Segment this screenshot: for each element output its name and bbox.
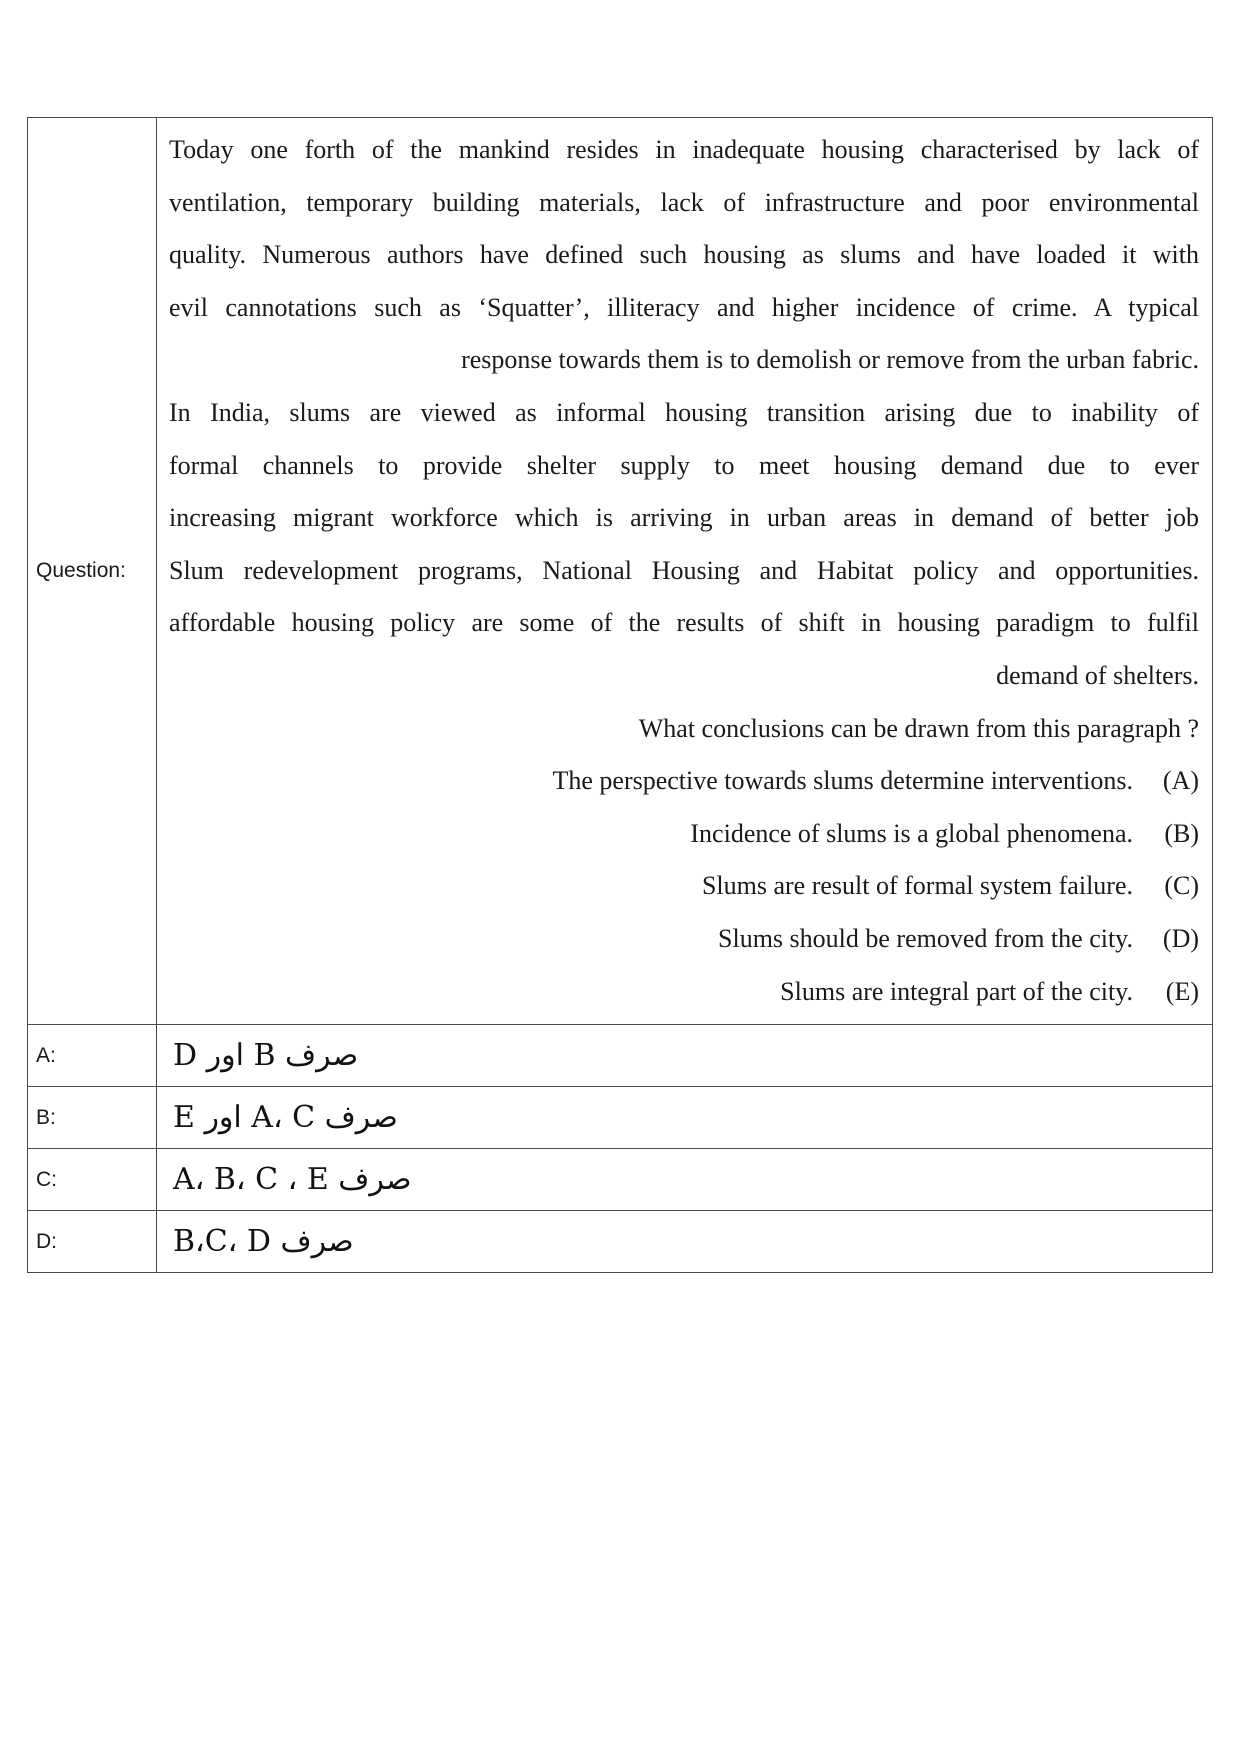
answer-choice-text: صرف B،C، D — [173, 1224, 354, 1260]
paragraph-line: In India, slums are viewed as informal housing transition arising due to inability of — [169, 397, 1199, 427]
question-prompt: What conclusions can be drawn from this paragraph ? — [638, 713, 1199, 743]
paragraph-line: ventilation, temporary building materials, lack of infrastructure and poor environmental — [169, 187, 1199, 217]
statement-letter: (B) — [1164, 818, 1199, 848]
answer-text — [157, 1211, 1213, 1273]
question-row — [28, 118, 1213, 1025]
statement-text: Slums are integral part of the city. — [780, 976, 1133, 1006]
statement-option-e — [169, 966, 1199, 1019]
answer-row-b[interactable] — [28, 1087, 1213, 1149]
statement-option-d — [169, 913, 1199, 966]
question-label: Question: — [28, 118, 157, 1025]
statement-option-a — [169, 755, 1199, 808]
answer-row-a[interactable] — [28, 1025, 1213, 1087]
statement-text: Incidence of slums is a global phenomena. — [690, 818, 1133, 848]
answer-row-c[interactable] — [28, 1149, 1213, 1211]
paragraph-line: quality. Numerous authors have defined such housing as slums and have loaded it with — [169, 240, 1199, 270]
statement-text: Slums are result of formal system failure. — [701, 871, 1133, 901]
statement-option-b — [169, 808, 1199, 861]
answer-text — [157, 1149, 1213, 1211]
paragraph-line: Today one forth of the mankind resides in inadequate housing characterised by lack of — [169, 135, 1199, 164]
statement-text: Slums should be removed from the city. — [718, 923, 1133, 953]
statement-letter: (E) — [1165, 976, 1199, 1006]
statement-letter: (C) — [1164, 871, 1199, 901]
statement-letter: (D) — [1162, 923, 1199, 953]
answer-choice-text: صرف B اور D — [173, 1038, 359, 1074]
answer-row-d[interactable] — [28, 1211, 1213, 1273]
paragraph-line: evil cannotations such as ‘Squatter’, illiteracy and higher incidence of crime. A typical — [169, 292, 1199, 322]
answer-choice-text: صرف A، C اور E — [173, 1100, 398, 1136]
paragraph-line: demand of shelters. — [996, 660, 1199, 690]
answer-label: D: — [28, 1211, 157, 1273]
answer-label: C: — [28, 1149, 157, 1211]
paragraph-line: affordable housing policy are some of the results of shift in housing paradigm to fulfil — [169, 608, 1199, 638]
paragraph-line: formal channels to provide shelter supply to meet housing demand due to ever — [169, 450, 1199, 480]
paragraph-line: Slum redevelopment programs, National Housing and Habitat policy and opportunities. — [169, 555, 1199, 585]
statement-option-c — [169, 860, 1199, 913]
answer-text — [157, 1025, 1213, 1087]
paragraph-line: response towards them is to demolish or remove from the urban fabric. — [461, 345, 1199, 375]
answer-text — [157, 1087, 1213, 1149]
statement-text: The perspective towards slums determine interventions. — [552, 766, 1133, 796]
question-body — [157, 118, 1213, 1025]
paragraph-line: increasing migrant workforce which is arriving in urban areas in demand of better job — [169, 503, 1199, 533]
answer-label: B: — [28, 1087, 157, 1149]
answer-choice-text: صرف A، B، C ، E — [173, 1162, 412, 1198]
answer-label: A: — [28, 1025, 157, 1087]
statement-letter: (A) — [1162, 766, 1199, 796]
question-table — [27, 117, 1213, 1273]
